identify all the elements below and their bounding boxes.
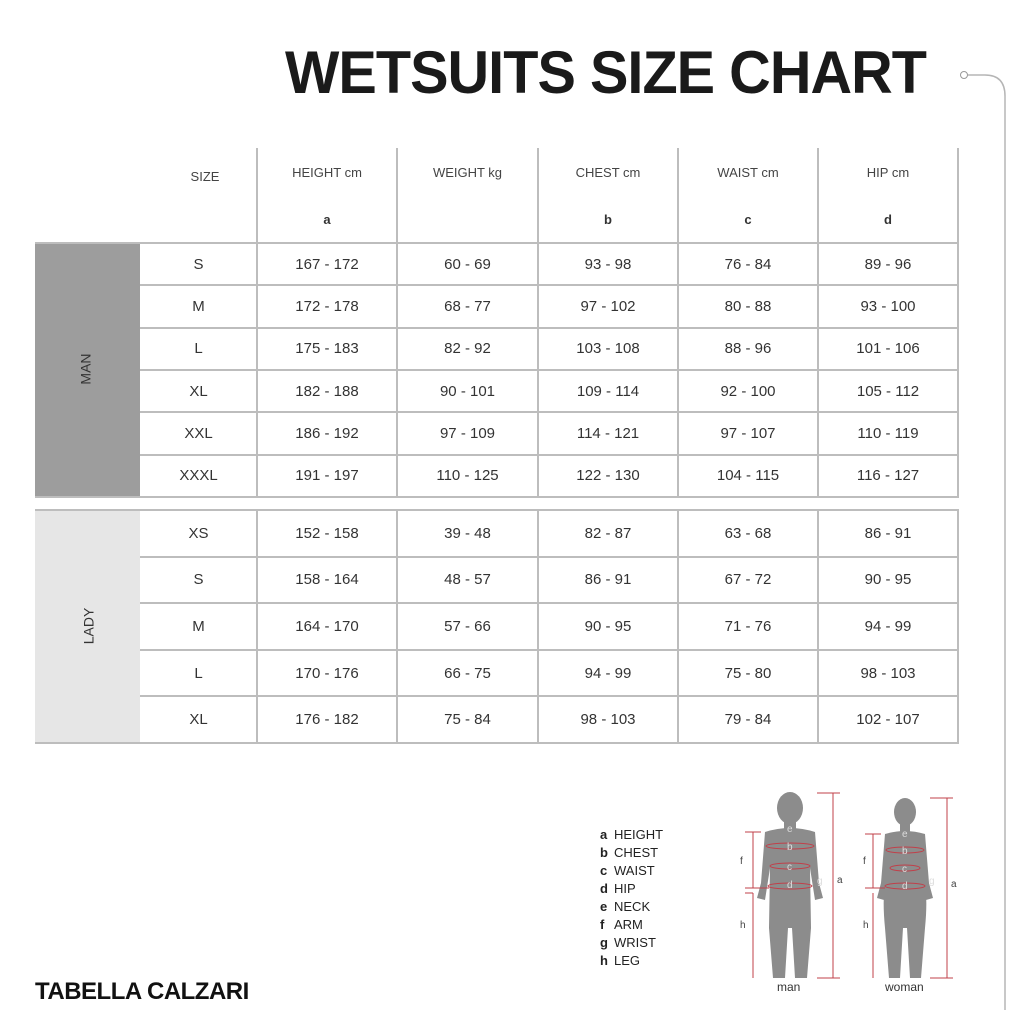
column-letter-5: d [884, 212, 892, 227]
value-cell: 39 - 48 [444, 524, 491, 542]
woman-caption: woman [885, 980, 924, 994]
column-divider [817, 243, 819, 497]
legend-label: HEIGHT [614, 827, 664, 842]
value-cell: 90 - 101 [439, 382, 496, 400]
value-cell: 110 - 125 [436, 467, 499, 485]
size-cell: XS [188, 524, 209, 542]
column-divider [537, 243, 539, 497]
mark-f-man: f [740, 856, 743, 867]
value-cell: 93 - 98 [584, 255, 632, 273]
column-letter-3: b [604, 212, 612, 227]
value-cell: 75 - 80 [724, 664, 772, 682]
size-cell: L [194, 340, 203, 358]
column-header-1: HEIGHT cm [292, 165, 362, 180]
value-cell: 71 - 76 [724, 617, 772, 635]
column-header-2: WEIGHT kg [432, 165, 503, 180]
legend-letter: e [600, 899, 608, 914]
legend-letter: a [600, 827, 608, 842]
legend-label: LEG [614, 953, 641, 968]
group-bottom-border [35, 496, 959, 498]
legend-letter: f [600, 917, 605, 932]
legend-label: ARM [614, 917, 643, 932]
mark-b-woman: b [902, 846, 908, 857]
legend-letter: c [600, 863, 608, 878]
size-cell: XXL [184, 424, 213, 442]
value-cell: 158 - 164 [295, 571, 359, 589]
legend-letter: d [600, 881, 608, 896]
column-header-5: HIP cm [866, 165, 910, 180]
legend-label: WRIST [614, 935, 656, 950]
value-cell: 110 - 119 [857, 424, 919, 442]
column-divider [957, 510, 959, 743]
value-cell: 68 - 77 [444, 297, 491, 315]
legend-label: CHEST [614, 845, 659, 860]
value-cell: 167 - 172 [295, 255, 359, 273]
column-divider [396, 510, 398, 743]
value-cell: 82 - 92 [444, 340, 491, 358]
value-cell: 98 - 103 [580, 711, 636, 729]
value-cell: 57 - 66 [444, 617, 491, 635]
mark-f-woman: f [863, 856, 866, 867]
value-cell: 191 - 197 [295, 467, 359, 485]
value-cell: 104 - 115 [716, 467, 780, 485]
column-divider [677, 243, 679, 497]
mark-h-woman: h [863, 920, 869, 931]
size-cell: S [193, 571, 204, 589]
mark-a-woman: a [951, 879, 957, 890]
value-cell: 172 - 178 [295, 297, 359, 315]
value-cell: 97 - 109 [439, 424, 496, 442]
value-cell: 48 - 57 [444, 571, 491, 589]
column-divider [256, 510, 258, 743]
footer-title: TABELLA CALZARI [35, 978, 249, 1005]
value-cell: 88 - 96 [724, 340, 772, 358]
mark-d-man: d [787, 880, 793, 891]
value-cell: 114 - 121 [576, 424, 640, 442]
size-column-header: SIZE [190, 169, 220, 184]
value-cell: 79 - 84 [724, 711, 772, 729]
legend-item [600, 845, 658, 860]
size-cell: S [193, 255, 204, 273]
value-cell: 92 - 100 [720, 382, 776, 400]
size-cell: XL [189, 382, 208, 400]
size-cell: L [194, 664, 203, 682]
column-divider [817, 510, 819, 743]
size-cell: M [192, 297, 205, 315]
value-cell: 103 - 108 [576, 340, 640, 358]
value-cell: 102 - 107 [856, 711, 920, 729]
value-cell: 63 - 68 [724, 524, 772, 542]
value-cell: 170 - 176 [295, 664, 359, 682]
legend-letter: g [600, 935, 608, 950]
column-divider [537, 510, 539, 743]
value-cell: 60 - 69 [444, 255, 491, 273]
size-cell: XL [189, 711, 208, 729]
legend-label: HIP [614, 881, 636, 896]
column-header-3: CHEST cm [575, 165, 641, 180]
value-cell: 82 - 87 [584, 524, 632, 542]
legend-label: NECK [614, 899, 651, 914]
value-cell: 90 - 95 [584, 617, 632, 635]
legend-item [600, 863, 655, 878]
value-cell: 98 - 103 [860, 664, 916, 682]
value-cell: 176 - 182 [295, 711, 359, 729]
header-divider [817, 148, 819, 243]
column-divider [677, 510, 679, 743]
legend-label: WAIST [614, 863, 655, 878]
legend-letter: b [600, 845, 608, 860]
value-cell: 109 - 114 [576, 382, 640, 400]
header-divider [256, 148, 258, 243]
value-cell: 101 - 106 [856, 340, 920, 358]
mark-h-man: h [740, 920, 746, 931]
mark-b-man: b [787, 842, 793, 853]
mark-c-woman: c [902, 864, 907, 875]
header-divider [537, 148, 539, 243]
value-cell: 90 - 95 [864, 571, 912, 589]
column-divider [256, 243, 258, 497]
value-cell: 89 - 96 [864, 255, 912, 273]
legend-item [600, 899, 650, 914]
header-divider [677, 148, 679, 243]
value-cell: 116 - 127 [856, 467, 920, 485]
mark-a-man: a [837, 875, 843, 886]
legend-item [600, 881, 636, 896]
value-cell: 186 - 192 [295, 424, 359, 442]
mark-g-man: g [817, 876, 823, 887]
value-cell: 97 - 102 [580, 297, 636, 315]
group-bottom-border [35, 742, 959, 744]
value-cell: 164 - 170 [295, 617, 359, 635]
group-label-lady: LADY [80, 607, 97, 644]
value-cell: 94 - 99 [864, 617, 912, 635]
value-cell: 86 - 91 [584, 571, 632, 589]
column-letter-1: a [323, 212, 331, 227]
legend-item [600, 935, 656, 950]
column-letter-4: c [744, 212, 752, 227]
legend-letter: h [600, 953, 608, 968]
value-cell: 175 - 183 [295, 340, 359, 358]
size-cell: XXXL [179, 467, 218, 485]
legend-item [600, 953, 640, 968]
mark-d-woman: d [902, 881, 908, 892]
mark-c-man: c [787, 862, 792, 873]
legend-item [600, 917, 643, 932]
column-divider [396, 243, 398, 497]
size-cell: M [192, 617, 205, 635]
value-cell: 67 - 72 [724, 571, 772, 589]
header-divider [396, 148, 398, 243]
body-measurement-figures [735, 788, 960, 998]
legend-item [600, 827, 663, 842]
column-divider [957, 243, 959, 497]
value-cell: 86 - 91 [864, 524, 912, 542]
value-cell: 97 - 107 [720, 424, 776, 442]
value-cell: 94 - 99 [584, 664, 632, 682]
value-cell: 152 - 158 [295, 524, 359, 542]
value-cell: 105 - 112 [856, 382, 920, 400]
mark-e-man: e [787, 824, 793, 835]
mark-g-woman: g [929, 876, 935, 887]
value-cell: 75 - 84 [444, 711, 491, 729]
column-header-4: WAIST cm [717, 165, 779, 180]
value-cell: 182 - 188 [295, 382, 359, 400]
value-cell: 80 - 88 [724, 297, 772, 315]
value-cell: 93 - 100 [860, 297, 916, 315]
header-divider [957, 148, 959, 243]
value-cell: 76 - 84 [724, 255, 772, 273]
value-cell: 122 - 130 [576, 467, 640, 485]
mark-e-woman: e [902, 829, 908, 840]
decorative-connector [955, 66, 1024, 1010]
group-label-man: MAN [77, 353, 94, 385]
value-cell: 66 - 75 [444, 664, 491, 682]
man-caption: man [777, 980, 801, 994]
page-title: WETSUITS SIZE CHART [285, 39, 926, 106]
